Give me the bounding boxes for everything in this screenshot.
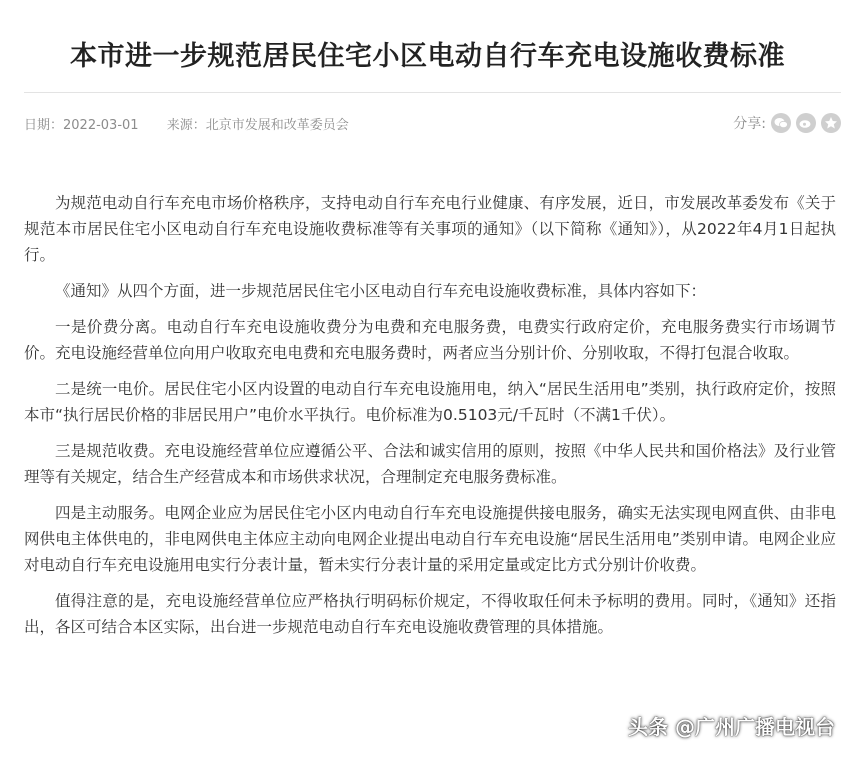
watermark: 头条 @广州广播电视台	[628, 715, 835, 739]
date-info	[24, 118, 151, 133]
weibo-icon[interactable]	[796, 113, 816, 133]
source-label: 来源：	[166, 118, 206, 133]
paragraph: 值得注意的是，充电设施经营单位应严格执行明码标价规定，不得收取任何未予标明的费用。同时，《通知》还指出，各区可结合本区实际，出台进一步规范电动自行车充电设施收费管理的具体措施。	[24, 592, 836, 636]
date-value: 2022-03-01	[63, 118, 139, 133]
share-bar	[733, 113, 841, 133]
qzone-icon[interactable]	[821, 113, 841, 133]
source-info	[167, 118, 361, 133]
share-label: 分享:	[733, 116, 766, 132]
paragraph: 四是主动服务。电网企业应为居民住宅小区内电动自行车充电设施提供接电服务，确实无法实现电网直供、由非电网供电主体供电的，非电网供电主体应主动向电网企业提出电动自行车充电设施“居民生活用电”类别申请。电网企业应对电动自行车充电设施用电实行分表计量，暂未实行分表计量的采用定量或定比方式分别计价收费。	[24, 504, 836, 574]
paragraph: 为规范电动自行车充电市场价格秩序，支持电动自行车充电行业健康、有序发展，近日，市发展改革委发布《关于规范本市居民住宅小区电动自行车充电设施收费标准等有关事项的通知》（以下简称《通知》），从2022年4月1日起执行。	[24, 194, 836, 264]
article-body	[24, 190, 836, 650]
paragraph: 《通知》从四个方面，进一步规范居民住宅小区电动自行车充电设施收费标准，具体内容如下：	[55, 282, 707, 300]
paragraph: 一是价费分离。电动自行车充电设施收费分为电费和充电服务费，电费实行政府定价，充电服务费实行市场调节价。充电设施经营单位向用户收取充电电费和充电服务费时，两者应当分别计价、分别收取，不得打包混合收取。	[24, 318, 836, 362]
paragraph: 二是统一电价。居民住宅小区内设置的电动自行车充电设施用电，纳入“居民生活用电”类别，执行政府定价，按照本市“执行居民价格的非居民用户”电价水平执行。电价标准为0.5103元/千瓦时（不满1千伏）。	[24, 380, 836, 424]
wechat-icon[interactable]	[771, 113, 791, 133]
article-title: 本市进一步规范居民住宅小区电动自行车充电设施收费标准	[70, 41, 785, 72]
date-label: 日期：	[24, 118, 64, 133]
paragraph: 三是规范收费。充电设施经营单位应遵循公平、合法和诚实信用的原则，按照《中华人民共和国价格法》及行业管理等有关规定，结合生产经营成本和市场供求状况，合理制定充电服务费标准。	[24, 442, 836, 486]
article-meta	[24, 114, 373, 133]
title-divider	[24, 92, 841, 93]
source-value: 北京市发展和改革委员会	[205, 118, 349, 133]
